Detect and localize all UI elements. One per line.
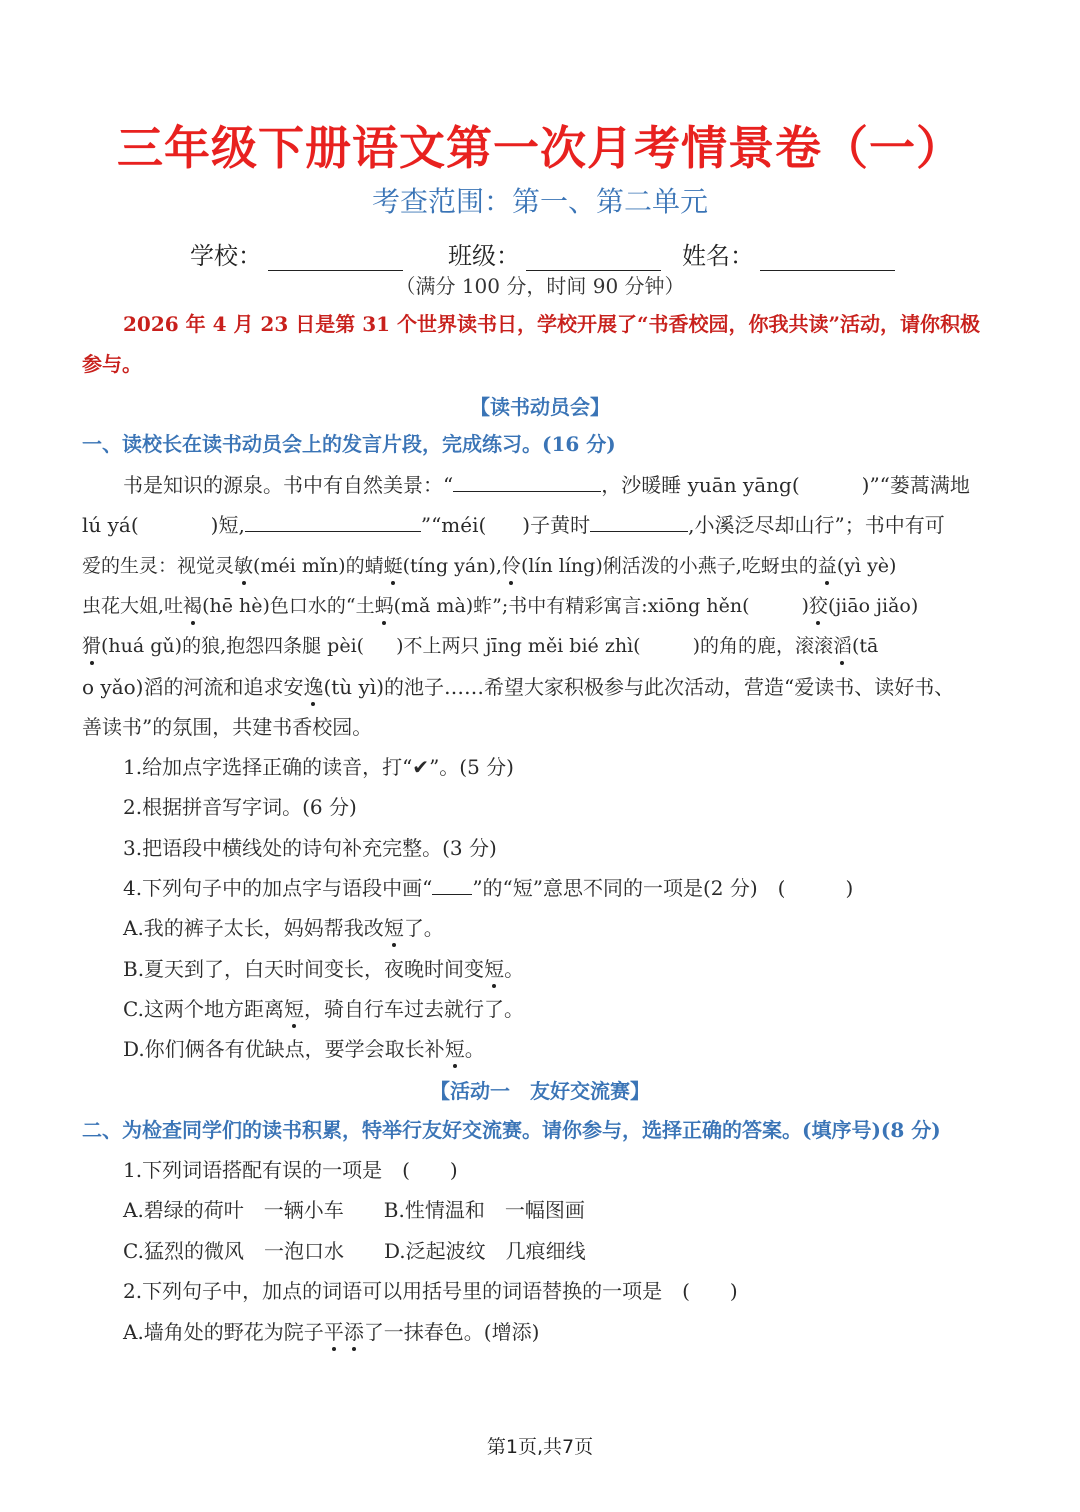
passage-text: )短,	[210, 513, 245, 537]
option-1-4-a[interactable]	[123, 914, 1043, 942]
passage-line-2	[82, 511, 1002, 539]
option-1-4-d[interactable]	[123, 1035, 1043, 1063]
passage-text: (méi mǐn)的蜻	[253, 555, 384, 577]
passage-text: (mǎ mà)蚱”;书中有精彩寓言:xiōng hěn(	[393, 595, 750, 617]
passage-text: (lín líng)俐活泼的小燕子,吃蚜虫的	[520, 555, 818, 577]
question-2-2: 2.下列句子中，加点的词语可以用括号里的词语替换的一项是 ( )	[123, 1279, 738, 1303]
dotted-char: 添	[343, 1320, 364, 1344]
passage-text: 虫花大姐,吐	[82, 595, 184, 617]
intro-line-2: 参与。	[82, 352, 142, 376]
passage-line-3	[82, 552, 1002, 580]
school-blank[interactable]	[268, 246, 403, 271]
passage-line-1	[123, 471, 1043, 499]
passage-text: )”“蒌蒿满地	[861, 473, 970, 497]
class-label: 班级：	[448, 242, 520, 270]
option-text: A.我的裤子太长，妈妈帮我改	[123, 916, 384, 940]
options-2-1-ab[interactable]: A.碧绿的荷叶 一辆小车 B.性情温和 一幅图画	[123, 1198, 585, 1222]
dotted-char: 短	[444, 1037, 465, 1061]
passage-text: (huá gǔ)的狼,抱怨四条腿 pèi(	[101, 635, 365, 657]
question-1-2: 2.根据拼音写字词。(6 分)	[123, 795, 357, 819]
intro-line-1: 2026 年 4 月 23 日是第 31 个世界读书日，学校开展了“书香校园，你我共读”活动，请你积极	[123, 312, 980, 336]
passage-text: )子黄时	[522, 513, 591, 537]
passage-text: 书是知识的源泉。书中有自然美景：“	[123, 473, 454, 497]
passage-text: )不上两只 jīng měi bié zhì(	[396, 635, 641, 657]
section-reading-rally: 【读书动员会】	[470, 395, 610, 419]
exam-title: 三年级下册语文第一次月考情景卷（一）	[117, 121, 963, 175]
passage-text: (hē hè)色口水的“土	[202, 595, 375, 617]
dotted-char: 益	[818, 552, 837, 580]
option-text: 。	[504, 957, 525, 981]
passage-text: )	[801, 595, 809, 617]
passage-line-4	[82, 592, 1002, 620]
dotted-char: 蜓	[384, 552, 403, 580]
school-field[interactable]	[190, 236, 403, 271]
dotted-char: 猾	[82, 632, 101, 660]
dotted-char: 蚂	[375, 592, 394, 620]
question-1-3: 3.把语段中横线处的诗句补充完整。(3 分)	[123, 836, 497, 860]
option-1-4-c[interactable]	[123, 995, 1043, 1023]
section2-heading: 二、为检查同学们的读书积累，特举行友好交流赛。请你参与，选择正确的答案。(填序号)(8 分)	[82, 1118, 941, 1142]
underline-marker	[432, 874, 472, 895]
poem-blank-2[interactable]	[245, 511, 421, 532]
dotted-char: 平	[323, 1320, 344, 1344]
option-text: B.夏天到了，白天时间变长，夜晚时间变	[123, 957, 485, 981]
dotted-char: 短	[484, 957, 505, 981]
name-label: 姓名：	[682, 242, 754, 270]
passage-text: (yì yè)	[836, 555, 897, 577]
passage-text: (tù yì)的池子……希望大家积极参与此次活动，营造“爱读书、读好书、	[323, 675, 955, 699]
passage-text: ,小溪泛尽却山行”；书中有可	[688, 513, 945, 537]
section-friendly-contest: 【活动一 友好交流赛】	[430, 1079, 650, 1103]
option-text: C.这两个地方距离	[123, 997, 284, 1021]
passage-text: ”“méi(	[420, 513, 487, 537]
passage-text: (jiāo jiǎo)	[827, 595, 919, 617]
section1-heading: 一、读校长在读书动员会上的发言片段，完成练习。(16 分)	[82, 432, 616, 456]
dotted-char: 褐	[183, 592, 202, 620]
passage-line-6	[82, 673, 1002, 701]
passage-text: (tíng yán),	[402, 555, 502, 577]
option-2-2-a[interactable]	[123, 1318, 1043, 1346]
dotted-char: 伶	[502, 552, 521, 580]
passage-line-5	[82, 632, 1002, 660]
dotted-char: 逸	[303, 675, 324, 699]
exam-scope: 考查范围：第一、第二单元	[371, 185, 708, 218]
dotted-char: 滔	[833, 632, 852, 660]
poem-blank-3[interactable]	[590, 511, 688, 532]
dotted-char: 敏	[234, 552, 253, 580]
dotted-char: 狡	[809, 592, 828, 620]
passage-text: )的角的鹿，滚滚	[692, 635, 833, 657]
option-text: 。	[464, 1037, 485, 1061]
dotted-char: 短	[383, 916, 404, 940]
option-text: ，骑自行车过去就行了。	[303, 997, 524, 1021]
score-time-note: （满分 100 分，时间 90 分钟）	[395, 274, 685, 298]
class-blank[interactable]	[526, 246, 661, 271]
student-info-row	[190, 236, 910, 272]
options-2-1-cd[interactable]: C.猛烈的微风 一泡口水 D.泛起波纹 几痕细线	[123, 1239, 586, 1263]
option-text: 了一抹春色。(增添)	[363, 1320, 540, 1344]
passage-text: o yǎo)滔的河流和追求安	[82, 675, 304, 699]
page-number: 第1页,共7页	[486, 1436, 594, 1458]
passage-text: 爱的生灵：视觉灵	[82, 555, 235, 577]
name-blank[interactable]	[760, 246, 895, 271]
passage-line-7: 善读书”的氛围，共建书香校园。	[82, 715, 373, 739]
passage-text: ，沙暖睡 yuān yāng(	[601, 473, 800, 497]
option-text: D.你们俩各有优缺点，要学会取长补	[123, 1037, 445, 1061]
name-field[interactable]	[682, 236, 895, 271]
option-text: A.墙角处的野花为院子	[123, 1320, 324, 1344]
poem-blank-1[interactable]	[453, 471, 601, 492]
passage-text: (tā	[852, 635, 879, 657]
question-2-1: 1.下列词语搭配有误的一项是 ( )	[123, 1158, 458, 1182]
question-1-1: 1.给加点字选择正确的读音，打“✔”。(5 分)	[123, 755, 514, 779]
passage-text: lú yá(	[82, 513, 139, 537]
option-1-4-b[interactable]	[123, 955, 1043, 983]
school-label: 学校：	[190, 242, 262, 270]
question-1-4	[123, 874, 1043, 902]
question-text: ”的“短”意思不同的一项是(2 分) ( )	[472, 876, 854, 900]
question-text: 4.下列句子中的加点字与语段中画“	[123, 876, 433, 900]
class-field[interactable]	[448, 236, 661, 271]
option-text: 了。	[403, 916, 444, 940]
dotted-char: 短	[283, 997, 304, 1021]
